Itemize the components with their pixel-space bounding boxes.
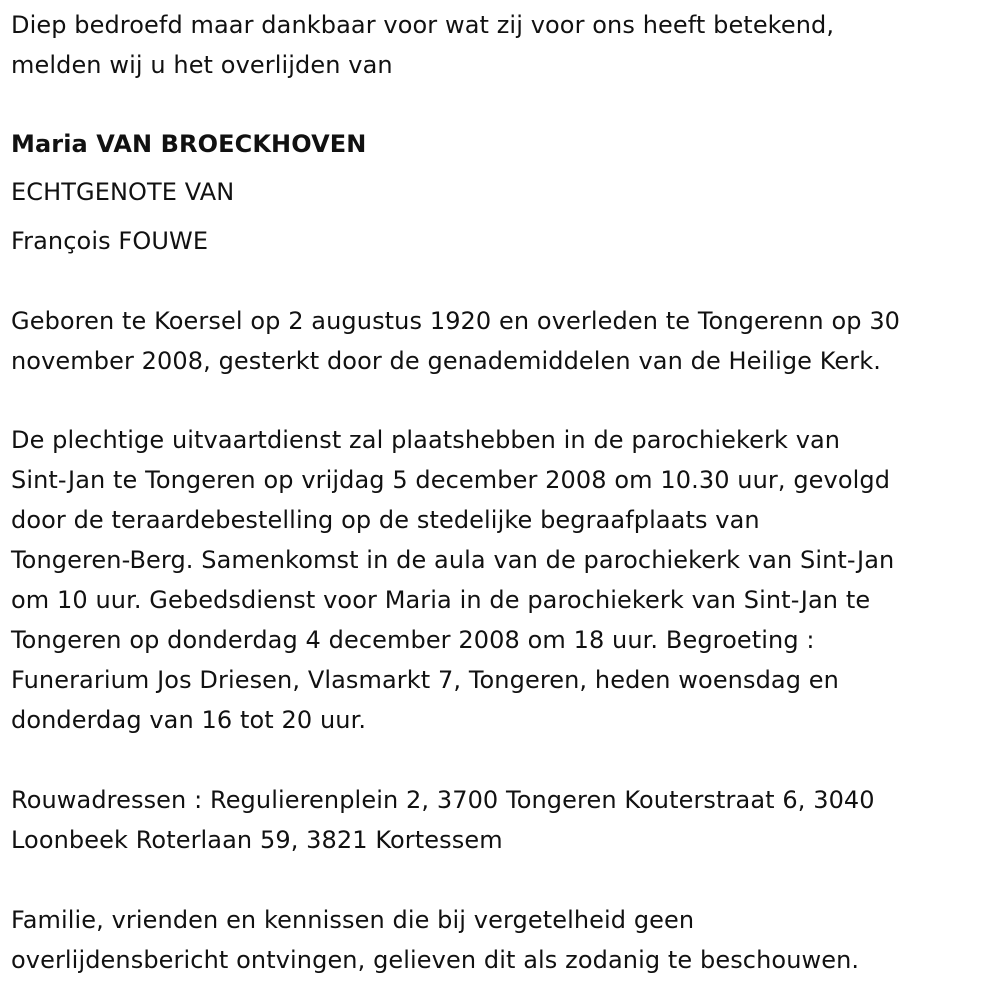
- text-line: om 10 uur. Gebedsdienst voor Maria in de parochiekerk van Sint-Jan te: [11, 586, 871, 614]
- spouse-name: François FOUWE: [11, 227, 209, 255]
- text-line: Sint-Jan te Tongeren op vrijdag 5 december 2008 om 10.30 uur, gevolgd: [11, 466, 891, 494]
- deceased-name: Maria VAN BROECKHOVEN: [11, 130, 367, 158]
- text-line: Funerarium Jos Driesen, Vlasmarkt 7, Tongeren, heden woensdag en: [11, 666, 839, 694]
- text-line: De plechtige uitvaartdienst zal plaatshebben in de parochiekerk van: [11, 426, 841, 454]
- text-line: door de teraardebestelling op de stedelijke begraafplaats van: [11, 506, 760, 534]
- text-line: november 2008, gesterkt door de genademiddelen van de Heilige Kerk.: [11, 347, 881, 375]
- relation-label: ECHTGENOTE VAN: [11, 178, 235, 206]
- text-line: Rouwadressen : Regulierenplein 2, 3700 Tongeren Kouterstraat 6, 3040: [11, 786, 875, 814]
- text-line: donderdag van 16 tot 20 uur.: [11, 706, 367, 734]
- text-line: Diep bedroefd maar dankbaar voor wat zij voor ons heeft betekend,: [11, 11, 835, 39]
- text-line: overlijdensbericht ontvingen, gelieven dit als zodanig te beschouwen.: [11, 946, 860, 974]
- text-line: Tongeren op donderdag 4 december 2008 om 18 uur. Begroeting :: [11, 626, 815, 654]
- text-line: Loonbeek Roterlaan 59, 3821 Kortessem: [11, 826, 503, 854]
- text-line: Familie, vrienden en kennissen die bij vergetelheid geen: [11, 906, 695, 934]
- text-line: Tongeren-Berg. Samenkomst in de aula van de parochiekerk van Sint-Jan: [11, 546, 895, 574]
- text-line: melden wij u het overlijden van: [11, 51, 393, 79]
- text-line: Geboren te Koersel op 2 augustus 1920 en overleden te Tongerenn op 30: [11, 307, 901, 335]
